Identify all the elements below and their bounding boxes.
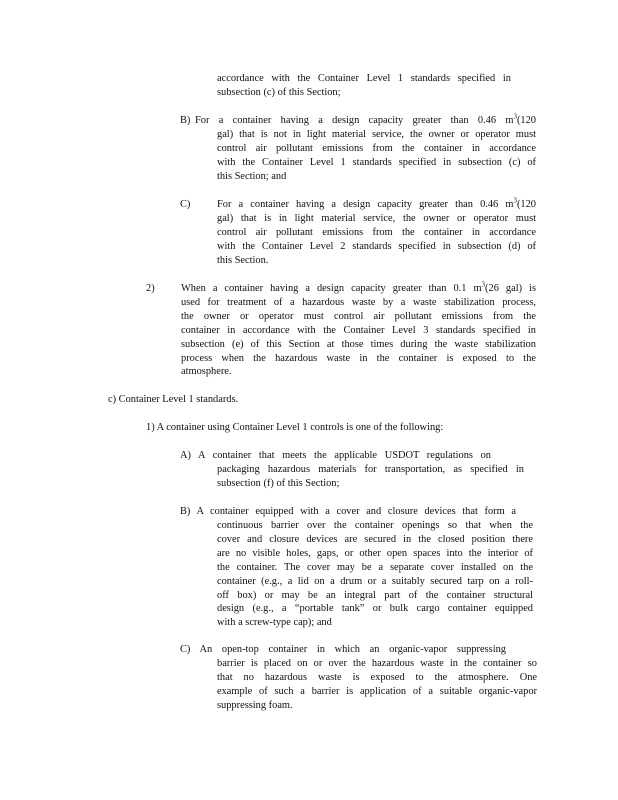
text-fragment: (120: [516, 115, 536, 126]
text-line: off box) or may be an integral part of the container structural: [217, 589, 533, 601]
text-line: with a screw-type cap); and: [217, 617, 332, 629]
item-c1a-paragraph-cont: [217, 463, 524, 491]
text-line: suppressing foam.: [217, 699, 293, 711]
section-heading: c) Container Level 1 standards.: [108, 394, 239, 405]
text-line: example of such a barrier is application of a suitable organic-vapor: [217, 685, 537, 697]
item-c1c-paragraph-cont: [217, 657, 537, 713]
text-fragment: (120: [516, 199, 536, 210]
text-line: with the Container Level 1 standards specified in subsection (c) of: [217, 156, 536, 168]
item-c-paragraph: [217, 198, 536, 268]
text-line: [217, 198, 536, 212]
text-fragment: For a container having a design capacity greater than 0.46 m: [195, 115, 514, 126]
superscript: 3: [481, 280, 486, 289]
item-c1-text: 1) A container using Container Level 1 controls is one of the following:: [146, 422, 444, 433]
item-label: B): [180, 115, 191, 126]
item-c1b-paragraph-cont: [217, 519, 533, 630]
superscript: 3: [513, 112, 517, 121]
text-line: cover and closure devices are secured in the closed position there: [217, 533, 533, 545]
text-line: the owner or operator must control air pollutant emissions from the: [181, 310, 536, 322]
item-b-paragraph: [195, 114, 536, 128]
text-line: accordance with the Container Level 1 standards specified in: [217, 73, 511, 84]
text-line: barrier is placed on or over the hazardous waste in the container so: [217, 658, 537, 669]
text-line: are no visible holes, gaps, or other open spaces into the interior of: [217, 547, 533, 559]
item-c1b-paragraph: [180, 505, 516, 519]
continuation-paragraph: [217, 72, 511, 100]
text-line: packaging hazardous materials for transportation, as specified in: [217, 464, 524, 475]
text-line: continuous barrier over the container openings so that when the: [217, 520, 533, 531]
text-line: subsection (e) of this Section at those times during the waste stabilization: [181, 338, 536, 350]
text-line: control air pollutant emissions from the container in accordance: [217, 142, 536, 154]
item-b-paragraph-cont: [217, 128, 536, 184]
text-line: subsection (c) of this Section;: [217, 86, 341, 98]
item-label: 2): [146, 283, 155, 294]
item-c1a-paragraph: [180, 449, 491, 463]
text-line: process when the hazardous waste in the container is exposed to the: [181, 352, 536, 364]
text-line: with the Container Level 2 standards specified in subsection (d) of: [217, 240, 536, 252]
text-line: design (e.g., a “portable tank” or bulk cargo container equipped: [217, 603, 533, 615]
superscript: 3: [513, 196, 517, 205]
text-line: the container. The cover may be a separate cover installed on the: [217, 561, 533, 573]
text-line: [195, 114, 536, 128]
text-line: control air pollutant emissions from the container in accordance: [217, 226, 536, 238]
text-line: that no hazardous waste is exposed to the atmosphere. One: [217, 671, 537, 683]
text-line: [181, 282, 536, 296]
text-fragment: For a container having a design capacity greater than 0.46 m: [217, 199, 514, 210]
text-line: C) An open-top container in which an organic-vapor suppressing: [180, 644, 506, 655]
item-2-paragraph: [181, 282, 536, 379]
text-line: container (e.g., a lid on a drum or a suitably secured tarp on a roll-: [217, 575, 533, 587]
text-line: this Section; and: [217, 170, 287, 182]
item-label: C): [180, 199, 191, 210]
item-c1c-paragraph: [180, 643, 506, 657]
text-line: gal) that is not in light material service, the owner or operator must: [217, 129, 536, 140]
text-line: subsection (f) of this Section;: [217, 477, 340, 489]
text-line: this Section.: [217, 254, 269, 266]
text-line: B) A container equipped with a cover and closure devices that form a: [180, 506, 516, 517]
text-fragment: (26 gal) is: [485, 283, 536, 294]
text-line: used for treatment of a hazardous waste by a waste stabilization process,: [181, 296, 536, 308]
text-line: A) A container that meets the applicable USDOT regulations on: [180, 450, 491, 461]
text-line: atmosphere.: [181, 366, 232, 378]
text-line: gal) that is in light material service, the owner or operator must: [217, 212, 536, 224]
text-line: container in accordance with the Container Level 3 standards specified in: [181, 324, 536, 336]
text-fragment: When a container having a design capacity greater than 0.1 m: [181, 283, 482, 294]
